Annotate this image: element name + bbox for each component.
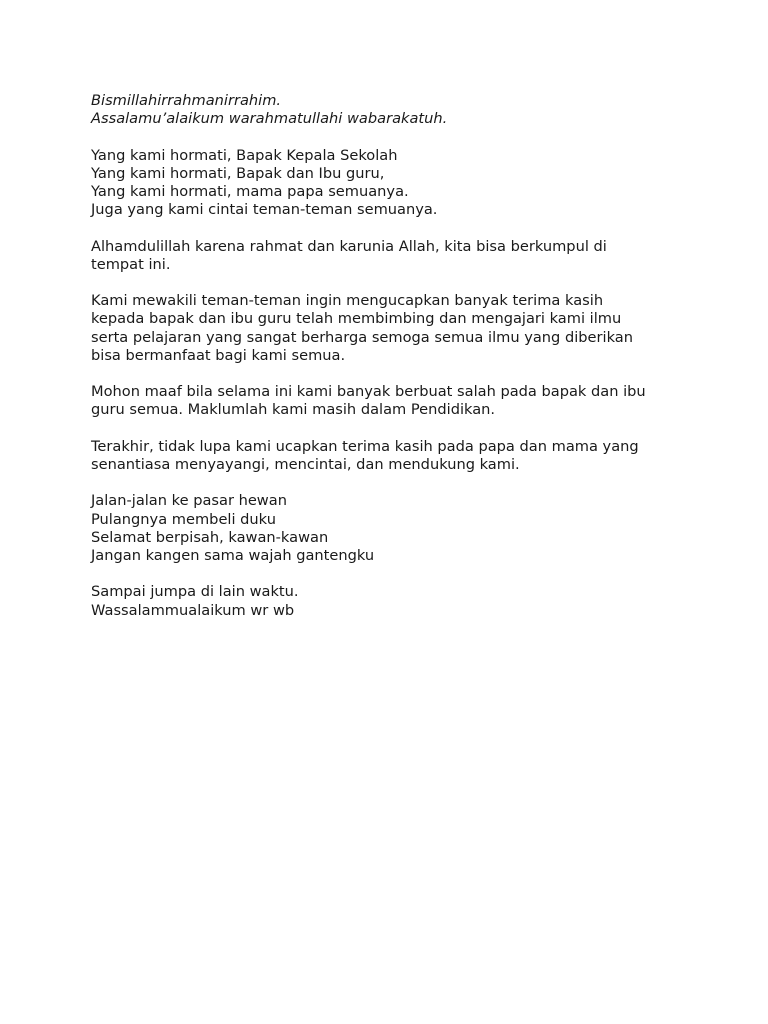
salam-line: Assalamu’alaikum warahmatullahi wabarakatuh. xyxy=(91,110,448,128)
pantun-line: Jalan-jalan ke pasar hewan xyxy=(91,492,287,510)
apology-paragraph xyxy=(91,383,691,419)
paragraph-line: Mohon maaf bila selama ini kami banyak berbuat salah pada bapak dan ibu xyxy=(91,383,646,401)
bismillah-line: Bismillahirrahmanirrahim. xyxy=(91,92,282,109)
document-page xyxy=(91,92,691,638)
paragraph-line: Kami mewakili teman-teman ingin mengucapkan banyak terima kasih xyxy=(91,292,604,310)
paragraph-line: tempat ini. xyxy=(91,255,171,273)
salutations-block xyxy=(91,147,691,220)
farewell-line: Sampai jumpa di lain waktu. xyxy=(91,583,299,601)
opening-greeting xyxy=(91,92,691,128)
salutation-line: Yang kami hormati, mama papa semuanya. xyxy=(91,183,409,200)
paragraph-line: guru semua. Maklumlah kami masih dalam Pendidikan. xyxy=(91,401,496,419)
closing-block xyxy=(91,583,691,619)
salutation-line: Juga yang kami cintai teman-teman semuanya. xyxy=(91,201,438,219)
pantun-verse xyxy=(91,492,691,565)
paragraph-line: serta pelajaran yang sangat berharga semoga semua ilmu yang diberikan xyxy=(91,328,633,346)
paragraph-line: senantiasa menyayangi, mencintai, dan mendukung kami. xyxy=(91,455,520,473)
closing-salam-line: Wassalammualaikum wr wb xyxy=(91,601,295,619)
salutation-line: Yang kami hormati, Bapak dan Ibu guru, xyxy=(91,164,385,182)
paragraph-line: kepada bapak dan ibu guru telah membimbing dan mengajari kami ilmu xyxy=(91,310,622,328)
pantun-line: Jangan kangen sama wajah gantengku xyxy=(91,546,375,564)
pantun-line: Pulangnya membeli duku xyxy=(91,510,276,528)
opening-paragraph xyxy=(91,238,691,274)
paragraph-line: Alhamdulillah karena rahmat dan karunia Allah, kita bisa berkumpul di xyxy=(91,237,607,255)
thanks-parents-paragraph xyxy=(91,438,691,474)
paragraph-line: Terakhir, tidak lupa kami ucapkan terima kasih pada papa dan mama yang xyxy=(91,437,639,455)
salutation-line: Yang kami hormati, Bapak Kepala Sekolah xyxy=(91,146,398,164)
paragraph-line: bisa bermanfaat bagi kami semua. xyxy=(91,346,346,364)
thanks-teachers-paragraph xyxy=(91,292,691,365)
pantun-line: Selamat berpisah, kawan-kawan xyxy=(91,528,329,546)
